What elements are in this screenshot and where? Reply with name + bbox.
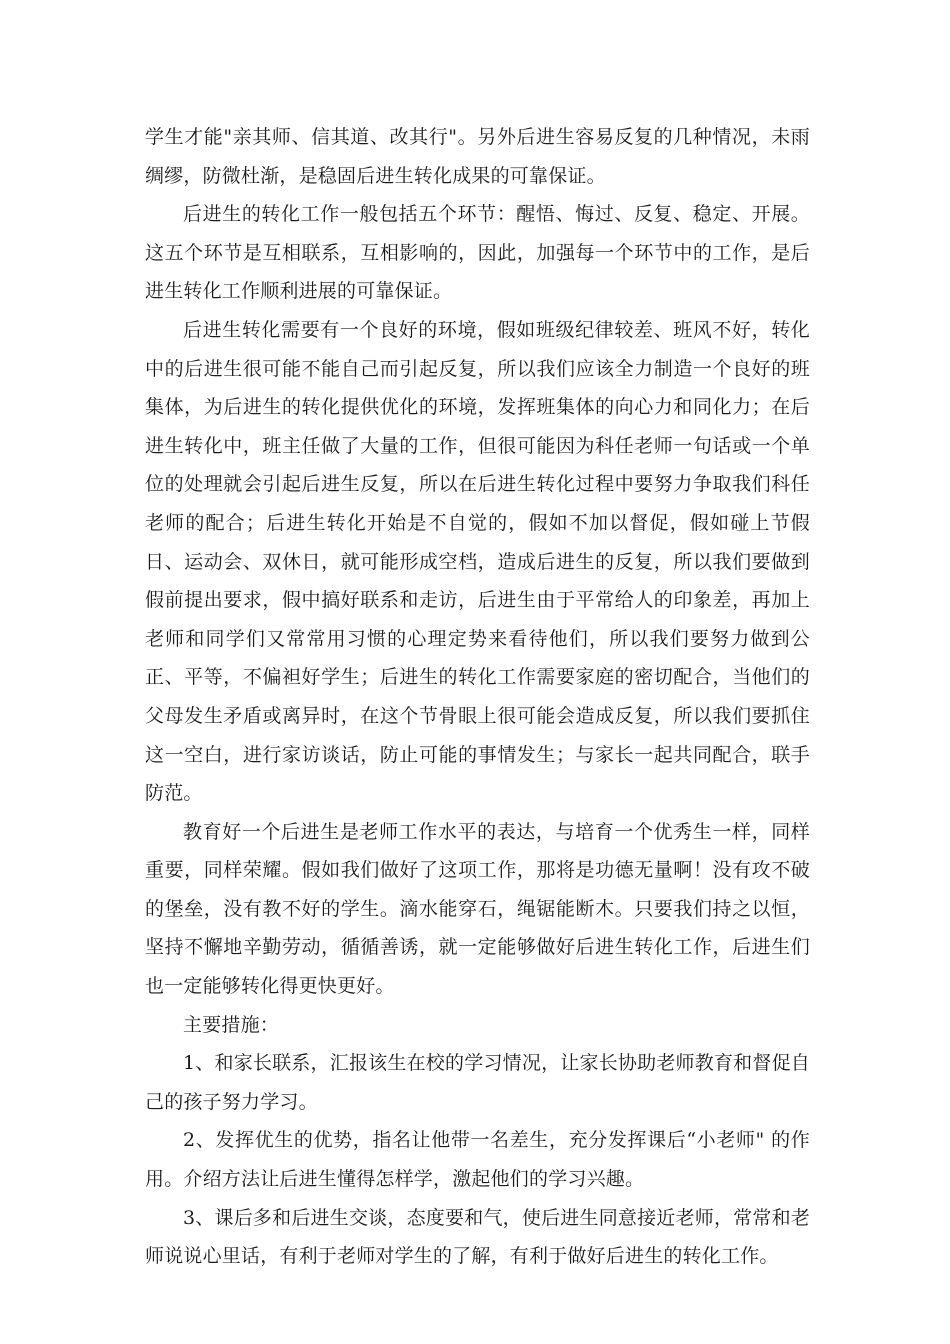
document-body — [145, 118, 810, 1276]
paragraph-3: 后进生转化需要有一个良好的环境，假如班级纪律较差、班风不好，转化中的后进生很可能不能自己而引起反复，所以我们应该全力制造一个良好的班集体，为后进生的转化提供优化的环境，发挥班集体的向心力和同化力；在后进生转化中，班主任做了大量的工作，但很可能因为科任老师一句话或一个单位的处理就会引起后进生反复，所以在后进生转化过程中要努力争取我们科任老师的配合；后进生转化开始是不自觉的，假如不加以督促，假如碰上节假日、运动会、双休日，就可能形成空档，造成后进生的反复，所以我们要做到假前提出要求，假中搞好联系和走访，后进生由于平常给人的印象差，再加上老师和同学们又常常用习惯的心理定势来看待他们，所以我们要努力做到公正、平等，不偏袒好学生；后进生的转化工作需要家庭的密切配合，当他们的父母发生矛盾或离异时，在这个节骨眼上很可能会造成反复，所以我们要抓住这一空白，进行家访谈话，防止可能的事情发生；与家长一起共同配合，联手防范。 — [145, 318, 810, 805]
measure-item-3: 3、课后多和后进生交谈，态度要和气，使后进生同意接近老师，常常和老师说说心里话，有利于老师对学生的了解，有利于做好后进生的转化工作。 — [145, 1206, 810, 1268]
section-heading-measures: 主要措施： — [183, 1013, 280, 1036]
paragraph-4: 教育好一个后进生是老师工作水平的表达，与培育一个优秀生一样，同样重要，同样荣耀。假如我们做好了这项工作，那将是功德无量啊！没有攻不破的堡垒，没有教不好的学生。滴水能穿石，绳锯能断木。只要我们持之以恒，坚持不懈地辛勤劳动，循循善诱，就一定能够做好后进生转化工作，后进生们也一定能够转化得更快更好。 — [145, 820, 810, 998]
measure-item-1: 1、和家长联系，汇报该生在校的学习情况，让家长协助老师教育和督促自己的孩子努力学习。 — [145, 1052, 810, 1113]
paragraph-2: 后进生的转化工作一般包括五个环节：醒悟、悔过、反复、稳定、开展。这五个环节是互相联系，互相影响的，因此，加强每一个环节中的工作，是后进生转化工作顺利进展的可靠保证。 — [145, 203, 810, 303]
measure-item-2: 2、发挥优生的优势，指名让他带一名差生，充分发挥课后“小老师" 的作用。介绍方法让后进生懂得怎样学，激起他们的学习兴趣。 — [145, 1129, 810, 1191]
paragraph-1: 学生才能"亲其师、信其道、改其行"。另外后进生容易反复的几种情况，未雨绸缪，防微杜渐，是稳固后进生转化成果的可靠保证。 — [145, 126, 810, 187]
